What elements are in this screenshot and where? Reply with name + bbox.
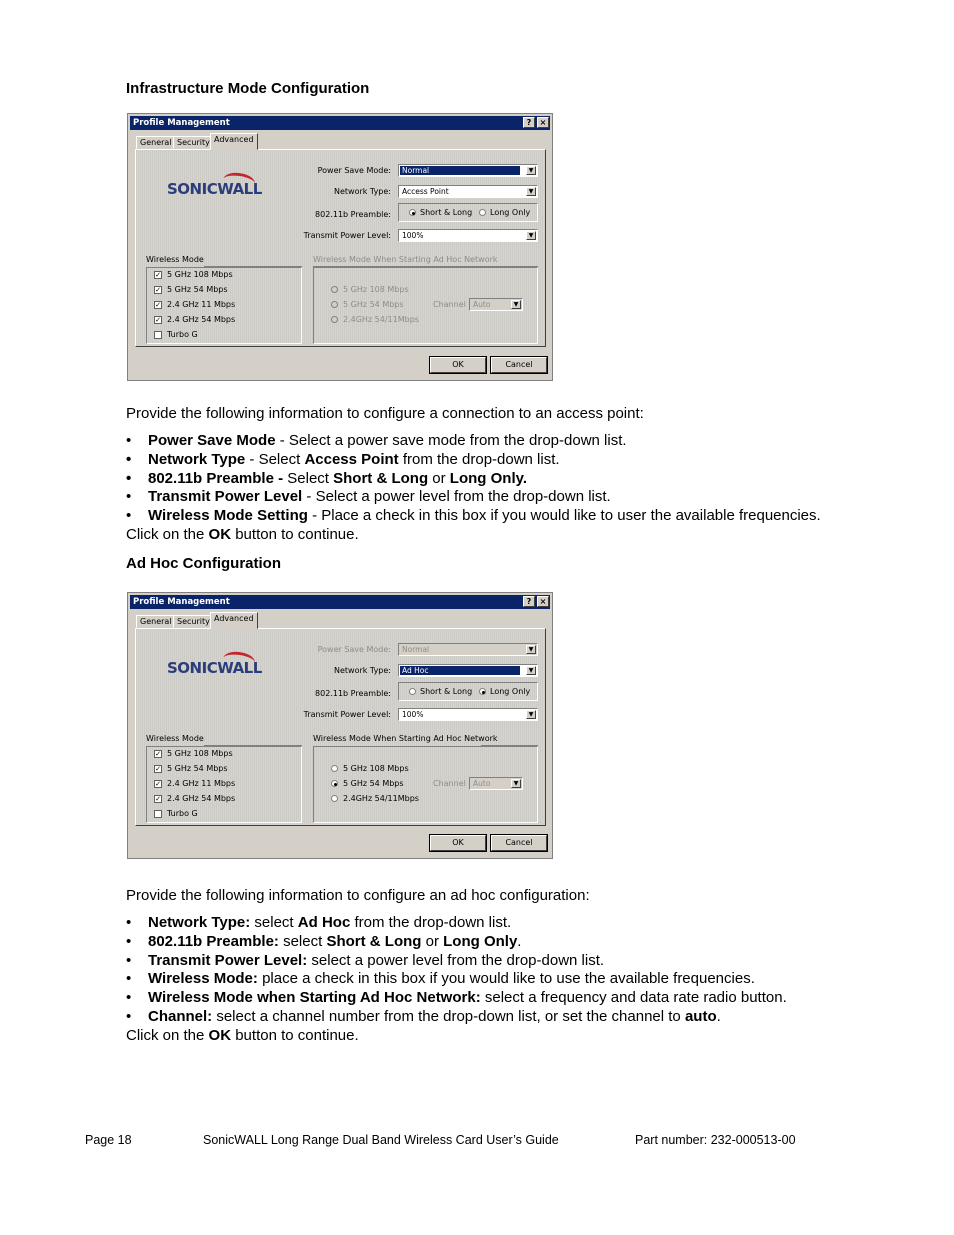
adhoc-5ghz-54-label: 5 GHz 54 Mbps [343, 300, 404, 309]
dialog-title: Profile Management [133, 118, 230, 128]
intro-text-infrastructure: Provide the following information to configure a connection to an access point: [126, 405, 644, 422]
list-item: • Transmit Power Level - Select a power level from the drop-down list. [126, 488, 611, 506]
section-heading-adhoc: Ad Hoc Configuration [126, 555, 281, 572]
transmit-power-label: Transmit Power Level: [303, 710, 391, 719]
chevron-down-icon[interactable]: ▼ [511, 779, 521, 788]
bullet-list-infrastructure [126, 432, 821, 545]
adhoc-5ghz-54-radio[interactable] [331, 780, 338, 787]
adhoc-mode-label: Wireless Mode When Starting Ad Hoc Network [313, 255, 498, 264]
mode-24ghz-54-checkbox[interactable]: ✓ [155, 795, 161, 803]
network-type-select[interactable] [398, 664, 538, 677]
transmit-power-select[interactable] [398, 708, 538, 721]
power-save-mode-label: Power Save Mode: [317, 645, 391, 654]
tab-security[interactable]: Security [173, 615, 214, 628]
preamble-long-only-label: Long Only [490, 687, 531, 696]
mode-turbo-g-checkbox[interactable] [154, 810, 162, 818]
section-heading-infrastructure: Infrastructure Mode Configuration [126, 80, 370, 97]
footer-page-number: Page 18 [85, 1133, 132, 1147]
list-item: • 802.11b Preamble: select Short & Long or Long Only. [126, 932, 522, 950]
preamble-long-only-radio[interactable] [479, 209, 486, 216]
close-icon[interactable]: × [537, 596, 549, 607]
network-type-label: Network Type: [333, 666, 391, 675]
channel-value: Auto [473, 779, 491, 788]
mode-5ghz-108-checkbox[interactable]: ✓ [155, 271, 161, 279]
cancel-button[interactable]: Cancel [491, 357, 547, 373]
mode-24ghz-11-label: 2.4 GHz 11 Mbps [167, 779, 236, 788]
sonicwall-logo: SONICWALL [167, 659, 262, 677]
channel-value: Auto [473, 300, 491, 309]
channel-label: Channel [433, 300, 466, 309]
list-item: • Network Type - Select Access Point from the drop-down list. [126, 450, 560, 468]
list-item: • Wireless Mode Setting - Place a check in this box if you would like to user the available frequencies. [126, 507, 821, 525]
preamble-long-only-label: Long Only [490, 208, 531, 217]
chevron-down-icon[interactable]: ▼ [526, 187, 536, 196]
list-item: • 802.11b Preamble - Select Short & Long or Long Only. [126, 469, 528, 487]
mode-5ghz-54-label: 5 GHz 54 Mbps [167, 285, 228, 294]
outro-text-infrastructure: Click on the OK button to continue. [126, 525, 359, 543]
footer-part-number: Part number: 232-000513-00 [635, 1133, 796, 1147]
network-type-value: Ad Hoc [400, 666, 520, 675]
network-type-select[interactable] [398, 185, 538, 198]
list-item: • Network Type: select Ad Hoc from the drop-down list. [126, 914, 512, 931]
list-item: • Wireless Mode when Starting Ad Hoc Network: select a frequency and data rate radio button. [126, 989, 787, 1007]
mode-turbo-g-label: Turbo G [167, 809, 198, 818]
power-save-mode-value: Normal [402, 645, 430, 654]
channel-label: Channel [433, 779, 466, 788]
power-save-mode-select[interactable] [398, 643, 538, 656]
mode-5ghz-108-label: 5 GHz 108 Mbps [167, 749, 233, 758]
mode-24ghz-11-checkbox[interactable]: ✓ [155, 301, 161, 309]
advanced-panel [135, 149, 546, 347]
transmit-power-value: 100% [402, 710, 424, 719]
network-type-label: Network Type: [333, 187, 391, 196]
adhoc-24ghz-radio[interactable] [331, 795, 338, 802]
list-item: • Power Save Mode - Select a power save mode from the drop-down list. [126, 432, 627, 449]
mode-24ghz-11-label: 2.4 GHz 11 Mbps [167, 300, 236, 309]
footer-guide-title: SonicWALL Long Range Dual Band Wireless Card User’s Guide [203, 1133, 559, 1147]
profile-management-dialog-adhoc [127, 592, 553, 859]
power-save-mode-value: Normal [400, 166, 520, 175]
mode-24ghz-54-label: 2.4 GHz 54 Mbps [167, 794, 236, 803]
intro-text-adhoc: Provide the following information to configure an ad hoc configuration: [126, 887, 590, 904]
adhoc-24ghz-label: 2.4GHz 54/11Mbps [343, 315, 419, 324]
transmit-power-label: Transmit Power Level: [303, 231, 391, 240]
help-icon[interactable]: ? [523, 117, 535, 128]
adhoc-5ghz-108-label: 5 GHz 108 Mbps [343, 764, 409, 773]
help-icon[interactable]: ? [523, 596, 535, 607]
outro-text-adhoc: Click on the OK button to continue. [126, 1026, 359, 1044]
list-item: • Channel: select a channel number from the drop-down list, or set the channel to auto. [126, 1007, 721, 1025]
mode-5ghz-54-label: 5 GHz 54 Mbps [167, 764, 228, 773]
sonicwall-logo: SONICWALL [167, 180, 262, 198]
transmit-power-select[interactable] [398, 229, 538, 242]
profile-management-dialog-infrastructure [127, 113, 553, 381]
adhoc-5ghz-54-label: 5 GHz 54 Mbps [343, 779, 404, 788]
adhoc-5ghz-108-radio[interactable] [331, 286, 338, 293]
adhoc-24ghz-label: 2.4GHz 54/11Mbps [343, 794, 419, 803]
preamble-label: 802.11b Preamble: [315, 210, 391, 219]
mode-5ghz-54-checkbox[interactable]: ✓ [155, 286, 161, 294]
chevron-down-icon[interactable]: ▼ [511, 300, 521, 309]
wireless-mode-label: Wireless Mode [146, 255, 204, 264]
wireless-mode-label: Wireless Mode [146, 734, 204, 743]
adhoc-5ghz-54-radio[interactable] [331, 301, 338, 308]
preamble-group [398, 682, 538, 701]
chevron-down-icon[interactable]: ▼ [526, 666, 536, 675]
bullet-list-adhoc [126, 914, 787, 1046]
tab-general[interactable]: General [136, 136, 176, 149]
preamble-short-long-radio[interactable] [409, 209, 416, 216]
channel-select[interactable] [469, 777, 523, 790]
close-icon[interactable]: × [537, 117, 549, 128]
transmit-power-value: 100% [402, 231, 424, 240]
list-item: • Wireless Mode: place a check in this box if you would like to use the available frequencies. [126, 970, 755, 988]
channel-select[interactable] [469, 298, 523, 311]
power-save-mode-label: Power Save Mode: [317, 166, 391, 175]
mode-5ghz-108-label: 5 GHz 108 Mbps [167, 270, 233, 279]
advanced-panel [135, 628, 546, 826]
tab-advanced[interactable]: Advanced [210, 612, 258, 629]
dialog-title: Profile Management [133, 597, 230, 607]
chevron-down-icon[interactable]: ▼ [526, 166, 536, 175]
chevron-down-icon[interactable]: ▼ [526, 710, 536, 719]
mode-24ghz-54-checkbox[interactable]: ✓ [155, 316, 161, 324]
mode-5ghz-54-checkbox[interactable]: ✓ [155, 765, 161, 773]
adhoc-mode-label: Wireless Mode When Starting Ad Hoc Network [313, 734, 498, 743]
mode-turbo-g-label: Turbo G [167, 330, 198, 339]
ok-button[interactable]: OK [430, 835, 486, 851]
mode-24ghz-54-label: 2.4 GHz 54 Mbps [167, 315, 236, 324]
chevron-down-icon[interactable]: ▼ [526, 231, 536, 240]
dialog-titlebar [130, 595, 550, 609]
ok-button[interactable]: OK [430, 357, 486, 373]
adhoc-5ghz-108-radio[interactable] [331, 765, 338, 772]
tab-security[interactable]: Security [173, 136, 214, 149]
adhoc-5ghz-108-label: 5 GHz 108 Mbps [343, 285, 409, 294]
preamble-long-only-radio[interactable] [479, 688, 486, 695]
preamble-short-long-label: Short & Long [420, 687, 473, 696]
dialog-titlebar [130, 116, 550, 130]
tab-general[interactable]: General [136, 615, 176, 628]
preamble-short-long-label: Short & Long [420, 208, 473, 217]
cancel-button[interactable]: Cancel [491, 835, 547, 851]
list-item: • Transmit Power Level: select a power level from the drop-down list. [126, 951, 605, 969]
power-save-mode-select[interactable] [398, 164, 538, 177]
preamble-label: 802.11b Preamble: [315, 689, 391, 698]
mode-24ghz-11-checkbox[interactable]: ✓ [155, 780, 161, 788]
network-type-value: Access Point [402, 187, 449, 196]
mode-5ghz-108-checkbox[interactable]: ✓ [155, 750, 161, 758]
chevron-down-icon[interactable]: ▼ [526, 645, 536, 654]
preamble-group [398, 203, 538, 222]
preamble-short-long-radio[interactable] [409, 688, 416, 695]
adhoc-24ghz-radio[interactable] [331, 316, 338, 323]
mode-turbo-g-checkbox[interactable] [154, 331, 162, 339]
tab-advanced[interactable]: Advanced [210, 133, 258, 150]
